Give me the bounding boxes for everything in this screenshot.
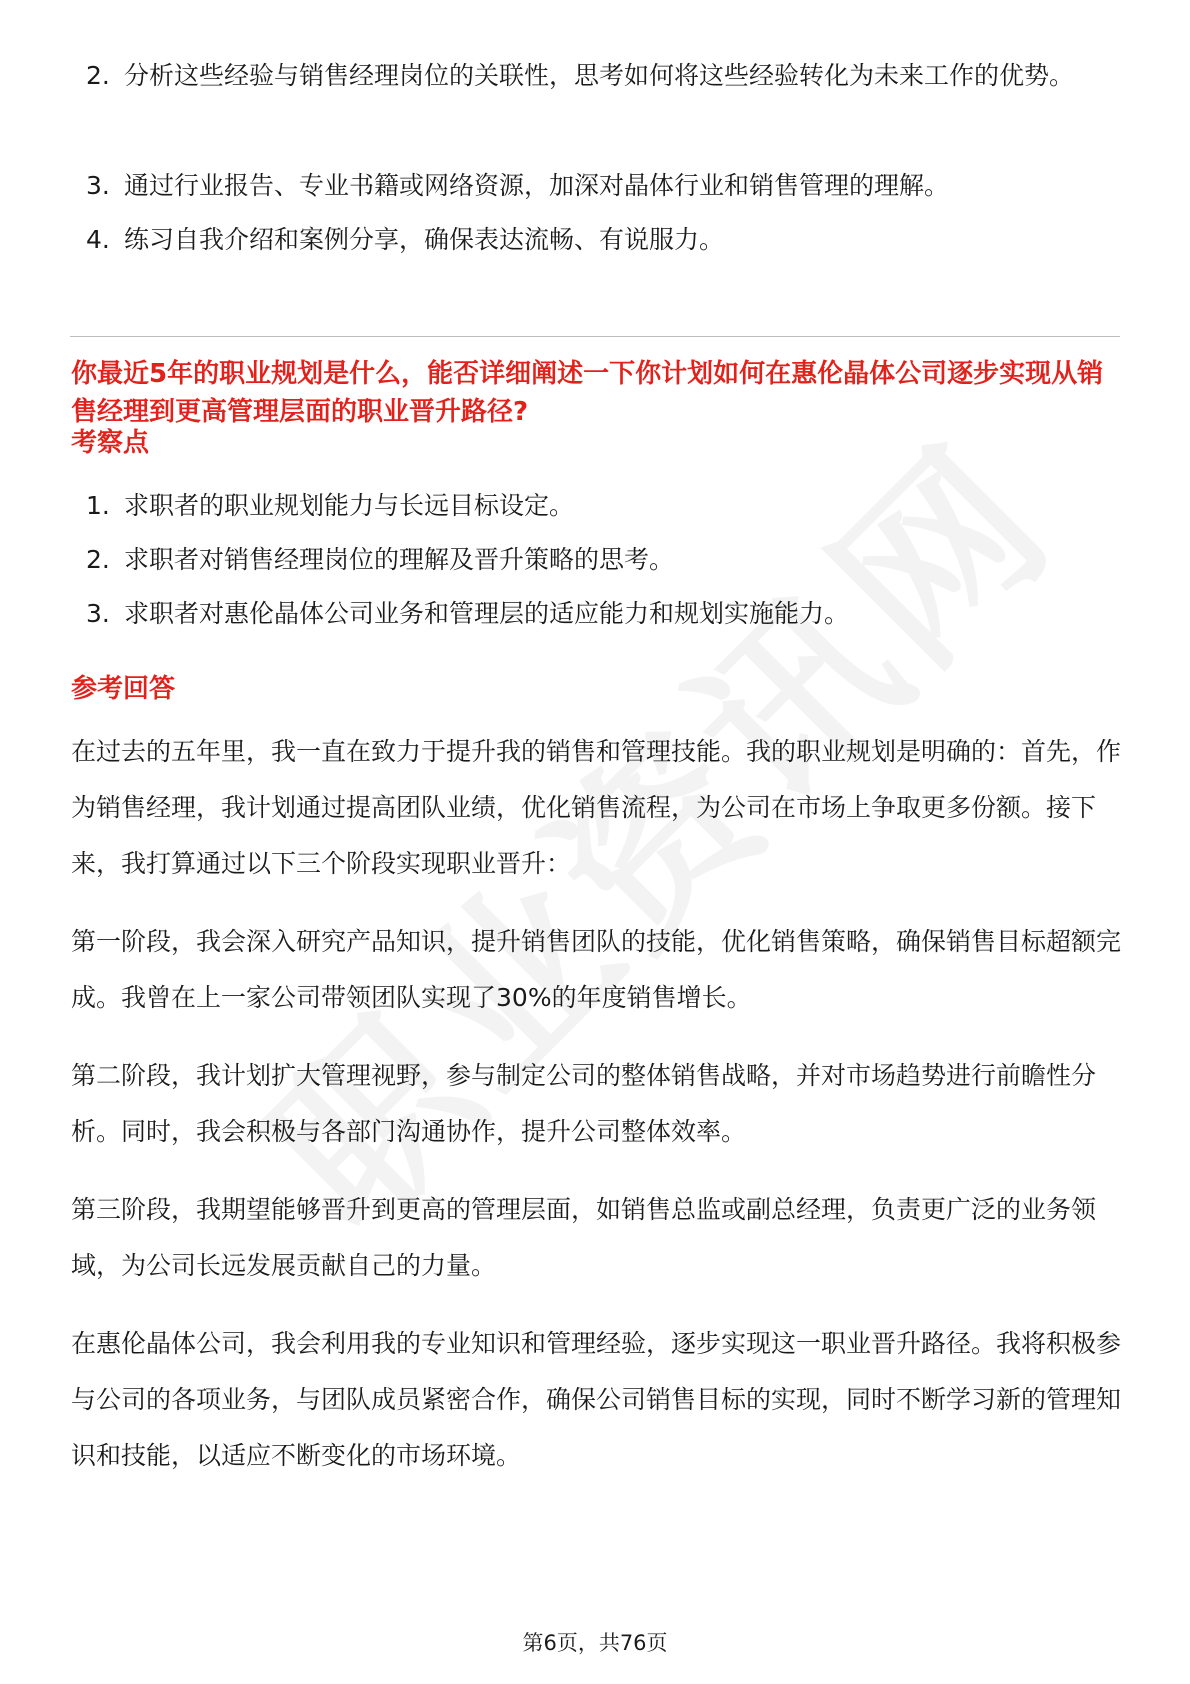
answer-paragraph: 第三阶段，我期望能够晋升到更高的管理层面，如销售总监或副总经理，负责更广泛的业务领域，为公司长远发展贡献自己的力量。 [71, 1195, 1097, 1280]
list-number: 1. [86, 491, 110, 520]
page-footer: 第6页，共76页 [522, 1631, 668, 1655]
section-divider [70, 336, 1120, 337]
interview-question: 你最近5年的职业规划是什么，能否详细阐述一下你计划如何在惠伦晶体公司逐步实现从销售经理到更高管理层面的职业晋升路径? [71, 359, 1104, 427]
points-title: 考察点 [71, 428, 150, 458]
answer-paragraph: 第一阶段，我会深入研究产品知识，提升销售团队的技能，优化销售策略，确保销售目标超额完成。我曾在上一家公司带领团队实现了30%的年度销售增长。 [71, 927, 1122, 1012]
answer-title: 参考回答 [71, 674, 176, 704]
list-text: 求职者对销售经理岗位的理解及晋升策略的思考。 [124, 545, 675, 574]
list-number: 3. [86, 599, 110, 628]
answer-paragraph: 第二阶段，我计划扩大管理视野，参与制定公司的整体销售战略，并对市场趋势进行前瞻性分析。同时，我会积极与各部门沟通协作，提升公司整体效率。 [71, 1061, 1097, 1146]
list-number: 3. [86, 171, 110, 200]
list-text: 通过行业报告、专业书籍或网络资源，加深对晶体行业和销售管理的理解。 [124, 171, 950, 200]
list-text: 分析这些经验与销售经理岗位的关联性，思考如何将这些经验转化为未来工作的优势。 [124, 61, 1075, 90]
list-number: 2. [86, 61, 110, 90]
list-number: 4. [86, 225, 110, 254]
answer-paragraph: 在过去的五年里，我一直在致力于提升我的销售和管理技能。我的职业规划是明确的：首先，作为销售经理，我计划通过提高团队业绩，优化销售流程，为公司在市场上争取更多份额。接下来，我打算通过以下三个阶段实现职业晋升： [71, 737, 1122, 878]
list-text: 求职者的职业规划能力与长远目标设定。 [124, 491, 575, 520]
answer-paragraph: 在惠伦晶体公司，我会利用我的专业知识和管理经验，逐步实现这一职业晋升路径。我将积极参与公司的各项业务，与团队成员紧密合作，确保公司销售目标的实现，同时不断学习新的管理知识和技能，以适应不断变化的市场环境。 [71, 1329, 1122, 1470]
list-text: 求职者对惠伦晶体公司业务和管理层的适应能力和规划实施能力。 [124, 599, 850, 628]
list-number: 2. [86, 545, 110, 574]
list-text: 练习自我介绍和案例分享，确保表达流畅、有说服力。 [124, 225, 725, 254]
